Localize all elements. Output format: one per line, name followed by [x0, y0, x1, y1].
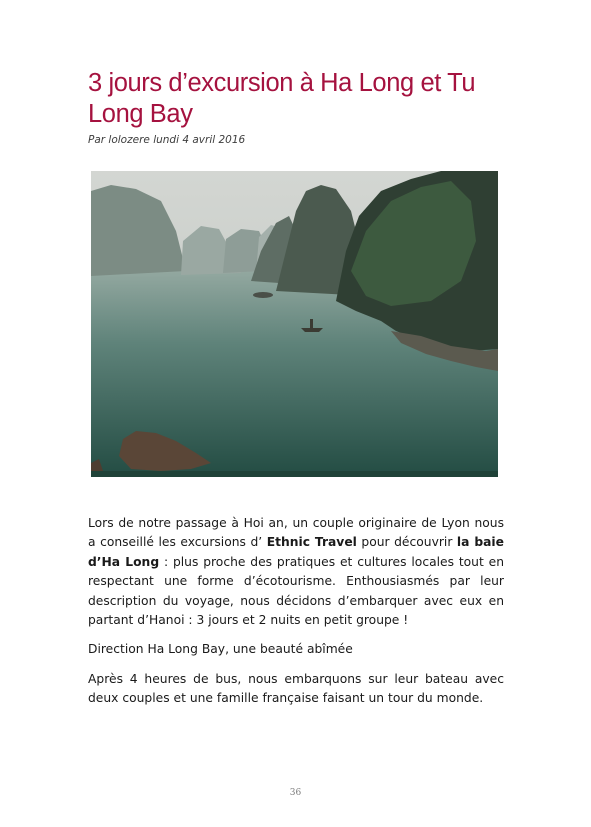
halong-bay-illustration	[91, 171, 498, 477]
halong-bay-photo	[91, 171, 498, 477]
paragraph-intro-text-2: pour découvrir	[356, 535, 457, 550]
paragraph-intro-text-1: Lors de notre passage à Hoi an, un couple originaire de Lyon nous a conseillé les excursions d’	[88, 516, 504, 550]
paragraph-arrival: Après 4 heures de bus, nous embarquons sur leur bateau avec deux couples et une famille française faisant un tour du monde.	[88, 671, 504, 706]
article-title: 3 jours d’excursion à Ha Long et Tu Long Bay	[88, 69, 476, 128]
halong-bay-link[interactable]: la baie d’Ha Long	[88, 535, 504, 569]
section-heading-direction: Direction Ha Long Bay, une beauté abîmée	[88, 642, 353, 657]
article-byline: Par lolozere lundi 4 avril 2016	[88, 134, 246, 146]
paragraph-intro	[88, 514, 504, 630]
article-body	[88, 514, 504, 719]
page-number: 36	[289, 788, 302, 798]
ethnic-travel-link[interactable]: Ethnic Travel	[266, 535, 357, 550]
paragraph-intro-text-3: : plus proche des pratiques et cultures locales tout en respectant une forme d’écotourisme. Enthousiasmés par leur description du voyage, nous décidons d’embarquer avec eux en partant d’Hanoi : 3 jours et 2 nuits en petit groupe !	[88, 554, 505, 628]
